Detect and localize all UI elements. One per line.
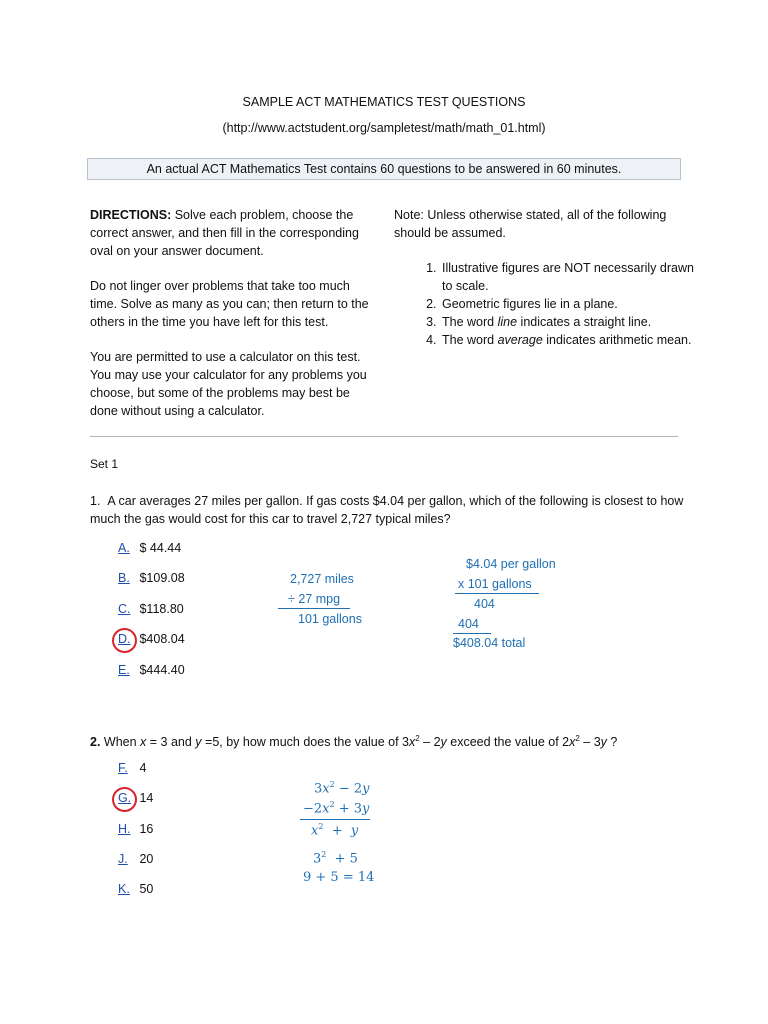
question-2-option-f[interactable]: [118, 761, 146, 775]
work-division-line-1: 2,727 miles: [290, 572, 354, 586]
q2-text-c: =5, by how much does the value of 3: [201, 735, 409, 750]
option-letter[interactable]: J.: [118, 852, 128, 866]
assumptions-list: [394, 259, 694, 349]
question-1-option-e[interactable]: [118, 663, 185, 677]
work-q2-line-1: [314, 780, 370, 796]
option-value: $ 44.44: [139, 541, 182, 555]
assumption-item-3: [440, 313, 694, 331]
question-2-option-h[interactable]: [118, 822, 153, 836]
work-division-line-2: ÷ 27 mpg: [288, 592, 341, 606]
option-letter[interactable]: B.: [118, 571, 130, 585]
work-division-rule: [278, 608, 350, 609]
work-q2-line-2: [303, 800, 369, 816]
q2-exponent: 2: [415, 734, 420, 743]
q2-var-y: y: [600, 735, 607, 750]
q2-var-x: x: [569, 735, 576, 750]
assumption-3-pre: The word: [442, 315, 498, 329]
work-token: + 3: [334, 801, 363, 817]
work-token: y: [350, 823, 359, 839]
q2-text-f: – 3: [579, 735, 601, 750]
q2-var-x: x: [140, 735, 147, 750]
question-2-stem: [90, 730, 690, 751]
work-multiply-line-5: $408.04 total: [453, 636, 526, 650]
assumption-item-2: 2. Geometric figures lie in a plane.: [440, 295, 694, 313]
option-value: 50: [139, 882, 154, 896]
question-2-option-j[interactable]: [118, 852, 153, 866]
option-value: 16: [139, 822, 154, 836]
work-multiply-line-2: x 101 gallons: [458, 577, 532, 591]
work-token: y: [362, 801, 370, 817]
work-q2-line-4: [313, 850, 358, 866]
q2-exponent: 2: [575, 734, 580, 743]
directions-paragraph-2: Do not linger over problems that take too much time. Solve as many as you can; then return to the others in the time you have left for this test.: [90, 279, 369, 329]
option-value: $109.08: [139, 571, 185, 585]
selected-answer-circle: [112, 628, 137, 653]
question-1-stem: [90, 492, 690, 528]
work-token: x: [322, 781, 330, 797]
assumption-3-post: indicates a straight line.: [517, 315, 652, 329]
work-token: 2: [329, 780, 335, 789]
selected-answer-circle: [112, 787, 137, 812]
option-value: 4: [139, 761, 147, 775]
question-1-option-b[interactable]: [118, 571, 185, 585]
question-2-option-k[interactable]: [118, 882, 153, 896]
assumption-item-1: 1. Illustrative figures are NOT necessarily drawn to scale.: [440, 259, 694, 295]
assumption-4-post: indicates arithmetic mean.: [542, 333, 692, 347]
work-q2-line-5: 9 + 5 = 14: [303, 870, 375, 885]
q2-text-g: ?: [606, 735, 618, 750]
option-letter[interactable]: K.: [118, 882, 130, 896]
work-token: 2: [321, 850, 327, 859]
work-token: 2: [329, 800, 335, 809]
info-banner: An actual ACT Mathematics Test contains 60 questions to be answered in 60 minutes.: [87, 158, 681, 180]
assumption-3-term: line: [497, 315, 518, 329]
assumption-4-term: average: [497, 333, 543, 347]
page-title: SAMPLE ACT MATHEMATICS TEST QUESTIONS: [242, 95, 526, 109]
assumption-item-4: [440, 331, 694, 349]
q2-text-d: – 2: [419, 735, 441, 750]
work-token: − 2: [334, 781, 363, 797]
option-letter[interactable]: E.: [118, 663, 130, 677]
directions-column: [90, 206, 380, 437]
note-column: [394, 206, 694, 349]
work-token: x: [322, 801, 330, 817]
option-value: $408.04: [139, 632, 185, 646]
option-letter[interactable]: A.: [118, 541, 130, 555]
work-token: −2: [303, 801, 323, 817]
work-multiply-rule-1: [455, 593, 539, 594]
note-intro: Note: Unless otherwise stated, all of the following should be assumed.: [394, 208, 667, 240]
section-divider: [90, 436, 678, 437]
work-token: 2: [318, 822, 324, 831]
work-token: +: [323, 823, 351, 839]
question-2-number: 2.: [90, 735, 101, 750]
work-multiply-rule-2: [453, 633, 491, 634]
question-1-number: 1.: [90, 494, 101, 508]
work-token: + 5: [326, 851, 358, 867]
question-1-option-c[interactable]: [118, 602, 184, 616]
work-token: 3: [313, 851, 322, 867]
work-multiply-line-4: 404: [458, 617, 479, 631]
directions-label: DIRECTIONS:: [90, 208, 172, 222]
option-value: 14: [139, 791, 154, 805]
q2-text-a: When: [100, 735, 141, 750]
option-value: 20: [139, 852, 154, 866]
source-url: (http://www.actstudent.org/sampletest/math/math_01.html): [222, 121, 546, 135]
q2-var-x: x: [408, 735, 416, 750]
directions-paragraph-3: You are permitted to use a calculator on this test. You may use your calculator for any problems you choose, but some of the problems may best be done without using a calculator.: [90, 350, 367, 418]
q2-text-b: = 3 and: [146, 735, 196, 750]
set-label: Set 1: [90, 457, 119, 471]
work-token: 3: [314, 781, 323, 797]
work-q2-line-3: [311, 822, 358, 838]
work-division-line-3: 101 gallons: [298, 612, 362, 626]
option-letter[interactable]: F.: [118, 761, 128, 775]
q2-var-y: y: [440, 735, 447, 750]
directions-text-1: Solve each problem, choose the correct answer, and then fill in the corresponding oval on your answer document.: [90, 208, 359, 258]
q2-var-y: y: [195, 735, 202, 750]
option-value: $444.40: [139, 663, 185, 677]
work-multiply-line-1: $4.04 per gallon: [466, 557, 556, 571]
question-1-option-a[interactable]: [118, 541, 181, 555]
work-token: x: [311, 823, 319, 839]
option-letter[interactable]: G.: [118, 791, 132, 805]
work-token: y: [362, 781, 370, 797]
option-letter[interactable]: D.: [118, 632, 131, 646]
work-multiply-line-3: 404: [474, 597, 495, 611]
assumption-4-pre: The word: [442, 333, 498, 347]
directions-paragraph-1: [90, 206, 380, 260]
work-q2-rule: [300, 819, 370, 820]
option-value: $118.80: [139, 602, 184, 616]
option-letter[interactable]: C.: [118, 602, 131, 616]
question-1-text: A car averages 27 miles per gallon. If gas costs $4.04 per gallon, which of the following is closest to how much the gas would cost for this car to travel 2,727 typical miles?: [90, 494, 684, 526]
option-letter[interactable]: H.: [118, 822, 131, 836]
q2-text-e: exceed the value of 2: [446, 735, 570, 750]
